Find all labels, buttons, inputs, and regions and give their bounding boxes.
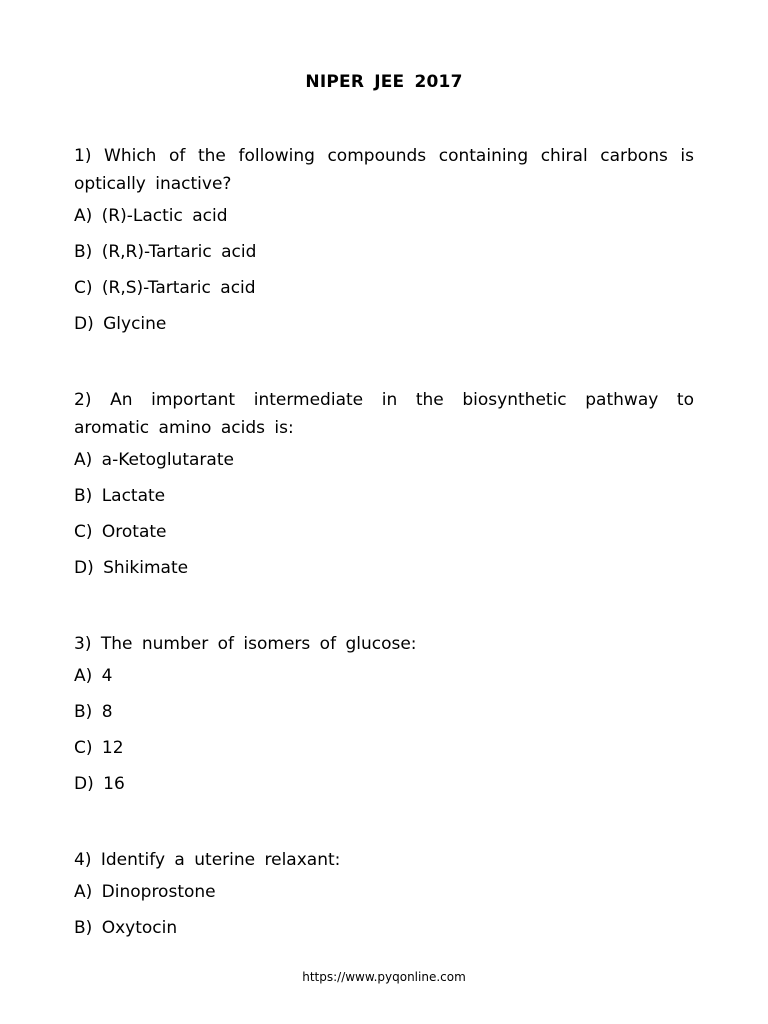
option-c: C) (R,S)-Tartaric acid — [74, 278, 256, 298]
option-a: A) 4 — [74, 666, 113, 686]
option-b: B) 8 — [74, 702, 113, 722]
option-b: B) (R,R)-Tartaric acid — [74, 242, 257, 262]
question-stem: 3) The number of isomers of glucose: — [74, 634, 417, 654]
option-d: D) Shikimate — [74, 558, 189, 578]
option-d: D) 16 — [74, 774, 125, 794]
option-b: B) Lactate — [74, 486, 166, 506]
options-list — [74, 206, 694, 350]
option-a: A) (R)-Lactic acid — [74, 206, 228, 226]
option-a: A) a-Ketoglutarate — [74, 450, 234, 470]
question-stem: 1) Which of the following compounds containing chiral carbons is optically inactive? — [74, 146, 694, 194]
footer-url: https://www.pyqonline.com — [302, 970, 466, 984]
question-3 — [74, 630, 694, 810]
option-c: C) 12 — [74, 738, 124, 758]
option-d: D) Glycine — [74, 314, 167, 334]
question-stem: 4) Identify a uterine relaxant: — [74, 850, 341, 870]
options-list — [74, 450, 694, 594]
options-list — [74, 666, 694, 810]
question-1 — [74, 142, 694, 350]
question-4 — [74, 846, 694, 954]
options-list — [74, 882, 694, 954]
question-stem: 2) An important intermediate in the biosynthetic pathway to aromatic amino acids is: — [74, 390, 694, 438]
page-title: NIPER JEE 2017 — [305, 72, 463, 92]
option-c: C) Orotate — [74, 522, 167, 542]
question-2 — [74, 386, 694, 594]
option-b: B) Oxytocin — [74, 918, 178, 938]
option-a: A) Dinoprostone — [74, 882, 216, 902]
